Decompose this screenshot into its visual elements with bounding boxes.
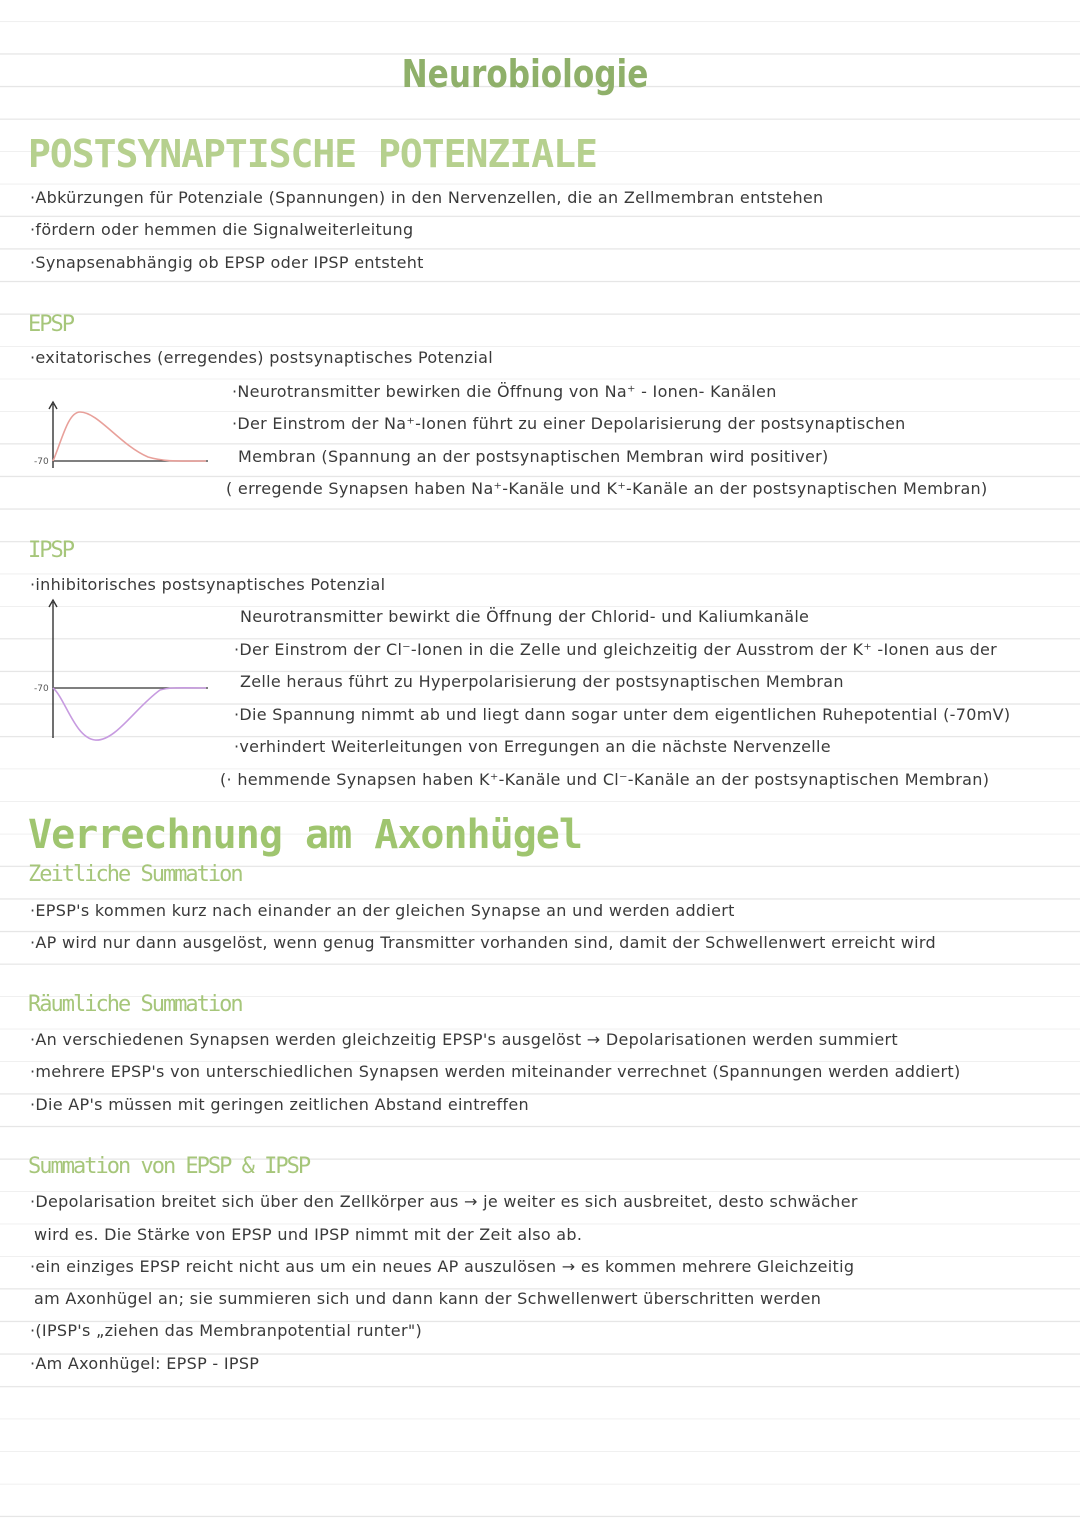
summation-line-4: am Axonhügel an; sie summieren sich und dann kann der Schwellenwert überschritten werden [34,1289,822,1308]
spatial-heading: Räumliche Summation [28,992,242,1017]
psp-line-2: ·fördern oder hemmen die Signalweiterleitung [30,220,414,239]
epsp-line-3: Membran (Spannung an der postsynaptischen Membran wird positiver) [238,447,829,466]
psp-line-1: ·Abkürzungen für Potenziale (Spannungen) in den Nervenzellen, die an Zellmembran entstehen [30,188,824,207]
spatial-line-2: ·mehrere EPSP's von unterschiedlichen Synapsen werden miteinander verrechnet (Spannungen werden addiert) [30,1062,961,1081]
ipsp-heading: IPSP [28,538,73,563]
ipsp-line-4: ·Die Spannung nimmt ab und liegt dann sogar unter dem eigentlichen Ruhepotential (-70mV) [234,705,1011,724]
epsp-line-1: ·Neurotransmitter bewirken die Öffnung von Na⁺ - Ionen- Kanälen [232,382,777,401]
summation-line-6: ·Am Axonhügel: EPSP - IPSP [30,1354,260,1373]
epsp-graph-label: -70 [34,457,49,467]
summation-line-3: ·ein einziges EPSP reicht nicht aus um ein neues AP auszulösen → es kommen mehrere Gleichzeitig [30,1257,855,1276]
epsp-definition: ·exitatorisches (erregendes) postsynaptisches Potenzial [30,348,493,367]
ipsp-line-6: (· hemmende Synapsen haben K⁺-Kanäle und Cl⁻-Kanäle an der postsynaptischen Membran) [220,770,990,789]
summation-heading: Summation von EPSP & IPSP [28,1154,310,1179]
temporal-line-1: ·EPSP's kommen kurz nach einander an der gleichen Synapse an und werden addiert [30,901,735,920]
epsp-heading: EPSP [28,312,73,337]
ipsp-line-3: Zelle heraus führt zu Hyperpolarisierung der postsynaptischen Membran [240,672,844,691]
psp-line-3: ·Synapsenabhängig ob EPSP oder IPSP entsteht [30,253,424,272]
temporal-line-2: ·AP wird nur dann ausgelöst, wenn genug Transmitter vorhanden sind, damit der Schwellenwert erreicht wird [30,933,936,952]
summation-line-2: wird es. Die Stärke von EPSP und IPSP nimmt mit der Zeit also ab. [34,1225,583,1244]
page-title: Neurobiologie [401,52,649,96]
ipsp-definition: ·inhibitorisches postsynaptisches Potenzial [30,575,386,594]
epsp-graph [30,400,220,472]
summation-line-1: ·Depolarisation breitet sich über den Zellkörper aus → je weiter es sich ausbreitet, desto schwächer [30,1192,858,1211]
summation-line-5: ·(IPSP's „ziehen das Membranpotential runter") [30,1321,423,1340]
ipsp-graph [30,598,220,746]
epsp-curve [53,412,206,461]
ipsp-curve [53,688,206,740]
section-heading-axon: Verrechnung am Axonhügel [28,812,582,858]
ipsp-graph-label: -70 [34,684,49,694]
section-heading-psp: POSTSYNAPTISCHE POTENZIALE [28,132,597,176]
ipsp-line-5: ·verhindert Weiterleitungen von Erregungen an die nächste Nervenzelle [234,737,831,756]
ipsp-line-1: Neurotransmitter bewirkt die Öffnung der Chlorid- und Kaliumkanäle [240,607,810,626]
temporal-heading: Zeitliche Summation [28,862,242,887]
ipsp-line-2: ·Der Einstrom der Cl⁻-Ionen in die Zelle und gleichzeitig der Ausstrom der K⁺ -Ionen aus der [234,640,998,659]
epsp-line-4: ( erregende Synapsen haben Na⁺-Kanäle und K⁺-Kanäle an der postsynaptischen Membran) [226,479,988,498]
spatial-line-3: ·Die AP's müssen mit geringen zeitlichen Abstand eintreffen [30,1095,529,1114]
spatial-line-1: ·An verschiedenen Synapsen werden gleichzeitig EPSP's ausgelöst → Depolarisationen werden summiert [30,1030,898,1049]
epsp-line-2: ·Der Einstrom der Na⁺-Ionen führt zu einer Depolarisierung der postsynaptischen [232,414,906,433]
